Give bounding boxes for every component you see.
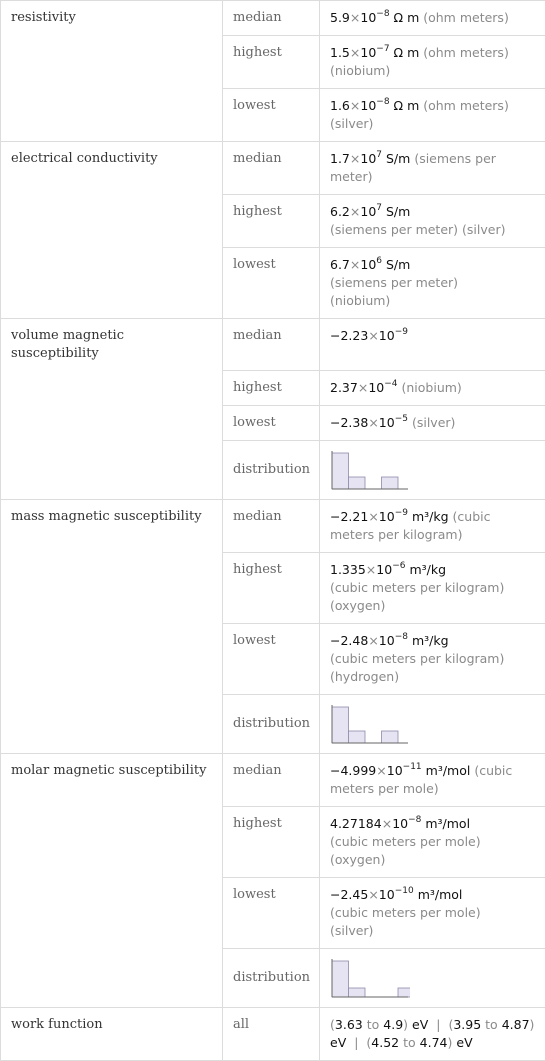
value-molar-susceptibility-lowest: $-2.45\times 10^{-10}$ m³/mol (cubic meters per mole) (silver) (320, 878, 545, 949)
histogram-bar (349, 731, 366, 743)
property-label-conductivity: electrical conductivity (1, 142, 223, 319)
sublabel-highest: highest (223, 371, 320, 406)
histogram-bar (349, 988, 366, 997)
table-row (1, 319, 545, 371)
table-row (1, 1008, 545, 1061)
property-label-mass-susceptibility: mass magnetic susceptibility (1, 500, 223, 754)
sublabel-highest: highest (223, 553, 320, 624)
sublabel-lowest: lowest (223, 248, 320, 319)
value-mass-susceptibility-median: $-2.21\times 10^{-9}$ m³/kg (cubic meters per kilogram) (320, 500, 545, 553)
value-resistivity-median: $5.9\times 10^{-8}$ Ω m (ohm meters) (320, 1, 545, 36)
property-label-molar-susceptibility: molar magnetic susceptibility (1, 754, 223, 1008)
distribution-cell (320, 695, 545, 754)
table-row (1, 754, 545, 807)
sublabel-lowest: lowest (223, 624, 320, 695)
table-row (1, 1, 545, 36)
value-mass-susceptibility-lowest: $-2.48\times 10^{-8}$ m³/kg (cubic meters per kilogram) (hydrogen) (320, 624, 545, 695)
histogram-mass-susceptibility (330, 703, 410, 745)
value-work-function: (3.63 to 4.9) eV | (3.95 to 4.87) eV | (4.52 to 4.74) eV (320, 1008, 545, 1061)
value-resistivity-highest: $1.5\times 10^{-7}$ Ω m (ohm meters) (niobium) (320, 36, 545, 89)
sublabel-distribution: distribution (223, 949, 320, 1008)
value-resistivity-lowest: $1.6\times 10^{-8}$ Ω m (ohm meters) (silver) (320, 89, 545, 142)
value-conductivity-highest: $6.2\times 10^7$ S/m (siemens per meter) (silver) (320, 195, 545, 248)
value-volume-susceptibility-median: $-2.23\times 10^{-9}$ (320, 319, 545, 371)
sublabel-lowest: lowest (223, 406, 320, 441)
value-molar-susceptibility-median: $-4.999\times 10^{-11}$ m³/mol (cubic meters per mole) (320, 754, 545, 807)
property-label-volume-susceptibility: volume magnetic susceptibility (1, 319, 223, 500)
sublabel-lowest: lowest (223, 878, 320, 949)
distribution-cell (320, 949, 545, 1008)
histogram-bar (332, 707, 349, 743)
property-label-resistivity: resistivity (1, 1, 223, 142)
histogram-bar (332, 961, 349, 997)
sublabel-all: all (223, 1008, 320, 1061)
sublabel-median: median (223, 500, 320, 553)
table-row (1, 500, 545, 553)
value-mass-susceptibility-highest: $1.335\times 10^{-6}$ m³/kg (cubic meters per kilogram) (oxygen) (320, 553, 545, 624)
histogram-molar-susceptibility (330, 957, 410, 999)
histogram-bar (382, 477, 399, 489)
histogram-bar (382, 731, 399, 743)
histogram-volume-susceptibility (330, 449, 410, 491)
value-molar-susceptibility-highest: $4.27184\times 10^{-8}$ m³/mol (cubic meters per mole) (oxygen) (320, 807, 545, 878)
value-conductivity-lowest: $6.7\times 10^6$ S/m (siemens per meter) (niobium) (320, 248, 545, 319)
sublabel-distribution: distribution (223, 441, 320, 500)
sublabel-lowest: lowest (223, 89, 320, 142)
sublabel-distribution: distribution (223, 695, 320, 754)
property-label-work-function: work function (1, 1008, 223, 1061)
distribution-cell (320, 441, 545, 500)
histogram-bar (332, 453, 349, 489)
sublabel-highest: highest (223, 195, 320, 248)
table-row (1, 142, 545, 195)
histogram-bar (398, 988, 410, 997)
sublabel-highest: highest (223, 807, 320, 878)
sublabel-highest: highest (223, 36, 320, 89)
value-conductivity-median: $1.7\times 10^7$ S/m (siemens per meter) (320, 142, 545, 195)
sublabel-median: median (223, 142, 320, 195)
sublabel-median: median (223, 319, 320, 371)
histogram-bar (349, 477, 366, 489)
sublabel-median: median (223, 754, 320, 807)
sublabel-median: median (223, 1, 320, 36)
value-volume-susceptibility-highest: $2.37\times 10^{-4}$ (niobium) (320, 371, 545, 406)
value-volume-susceptibility-lowest: $-2.38\times 10^{-5}$ (silver) (320, 406, 545, 441)
